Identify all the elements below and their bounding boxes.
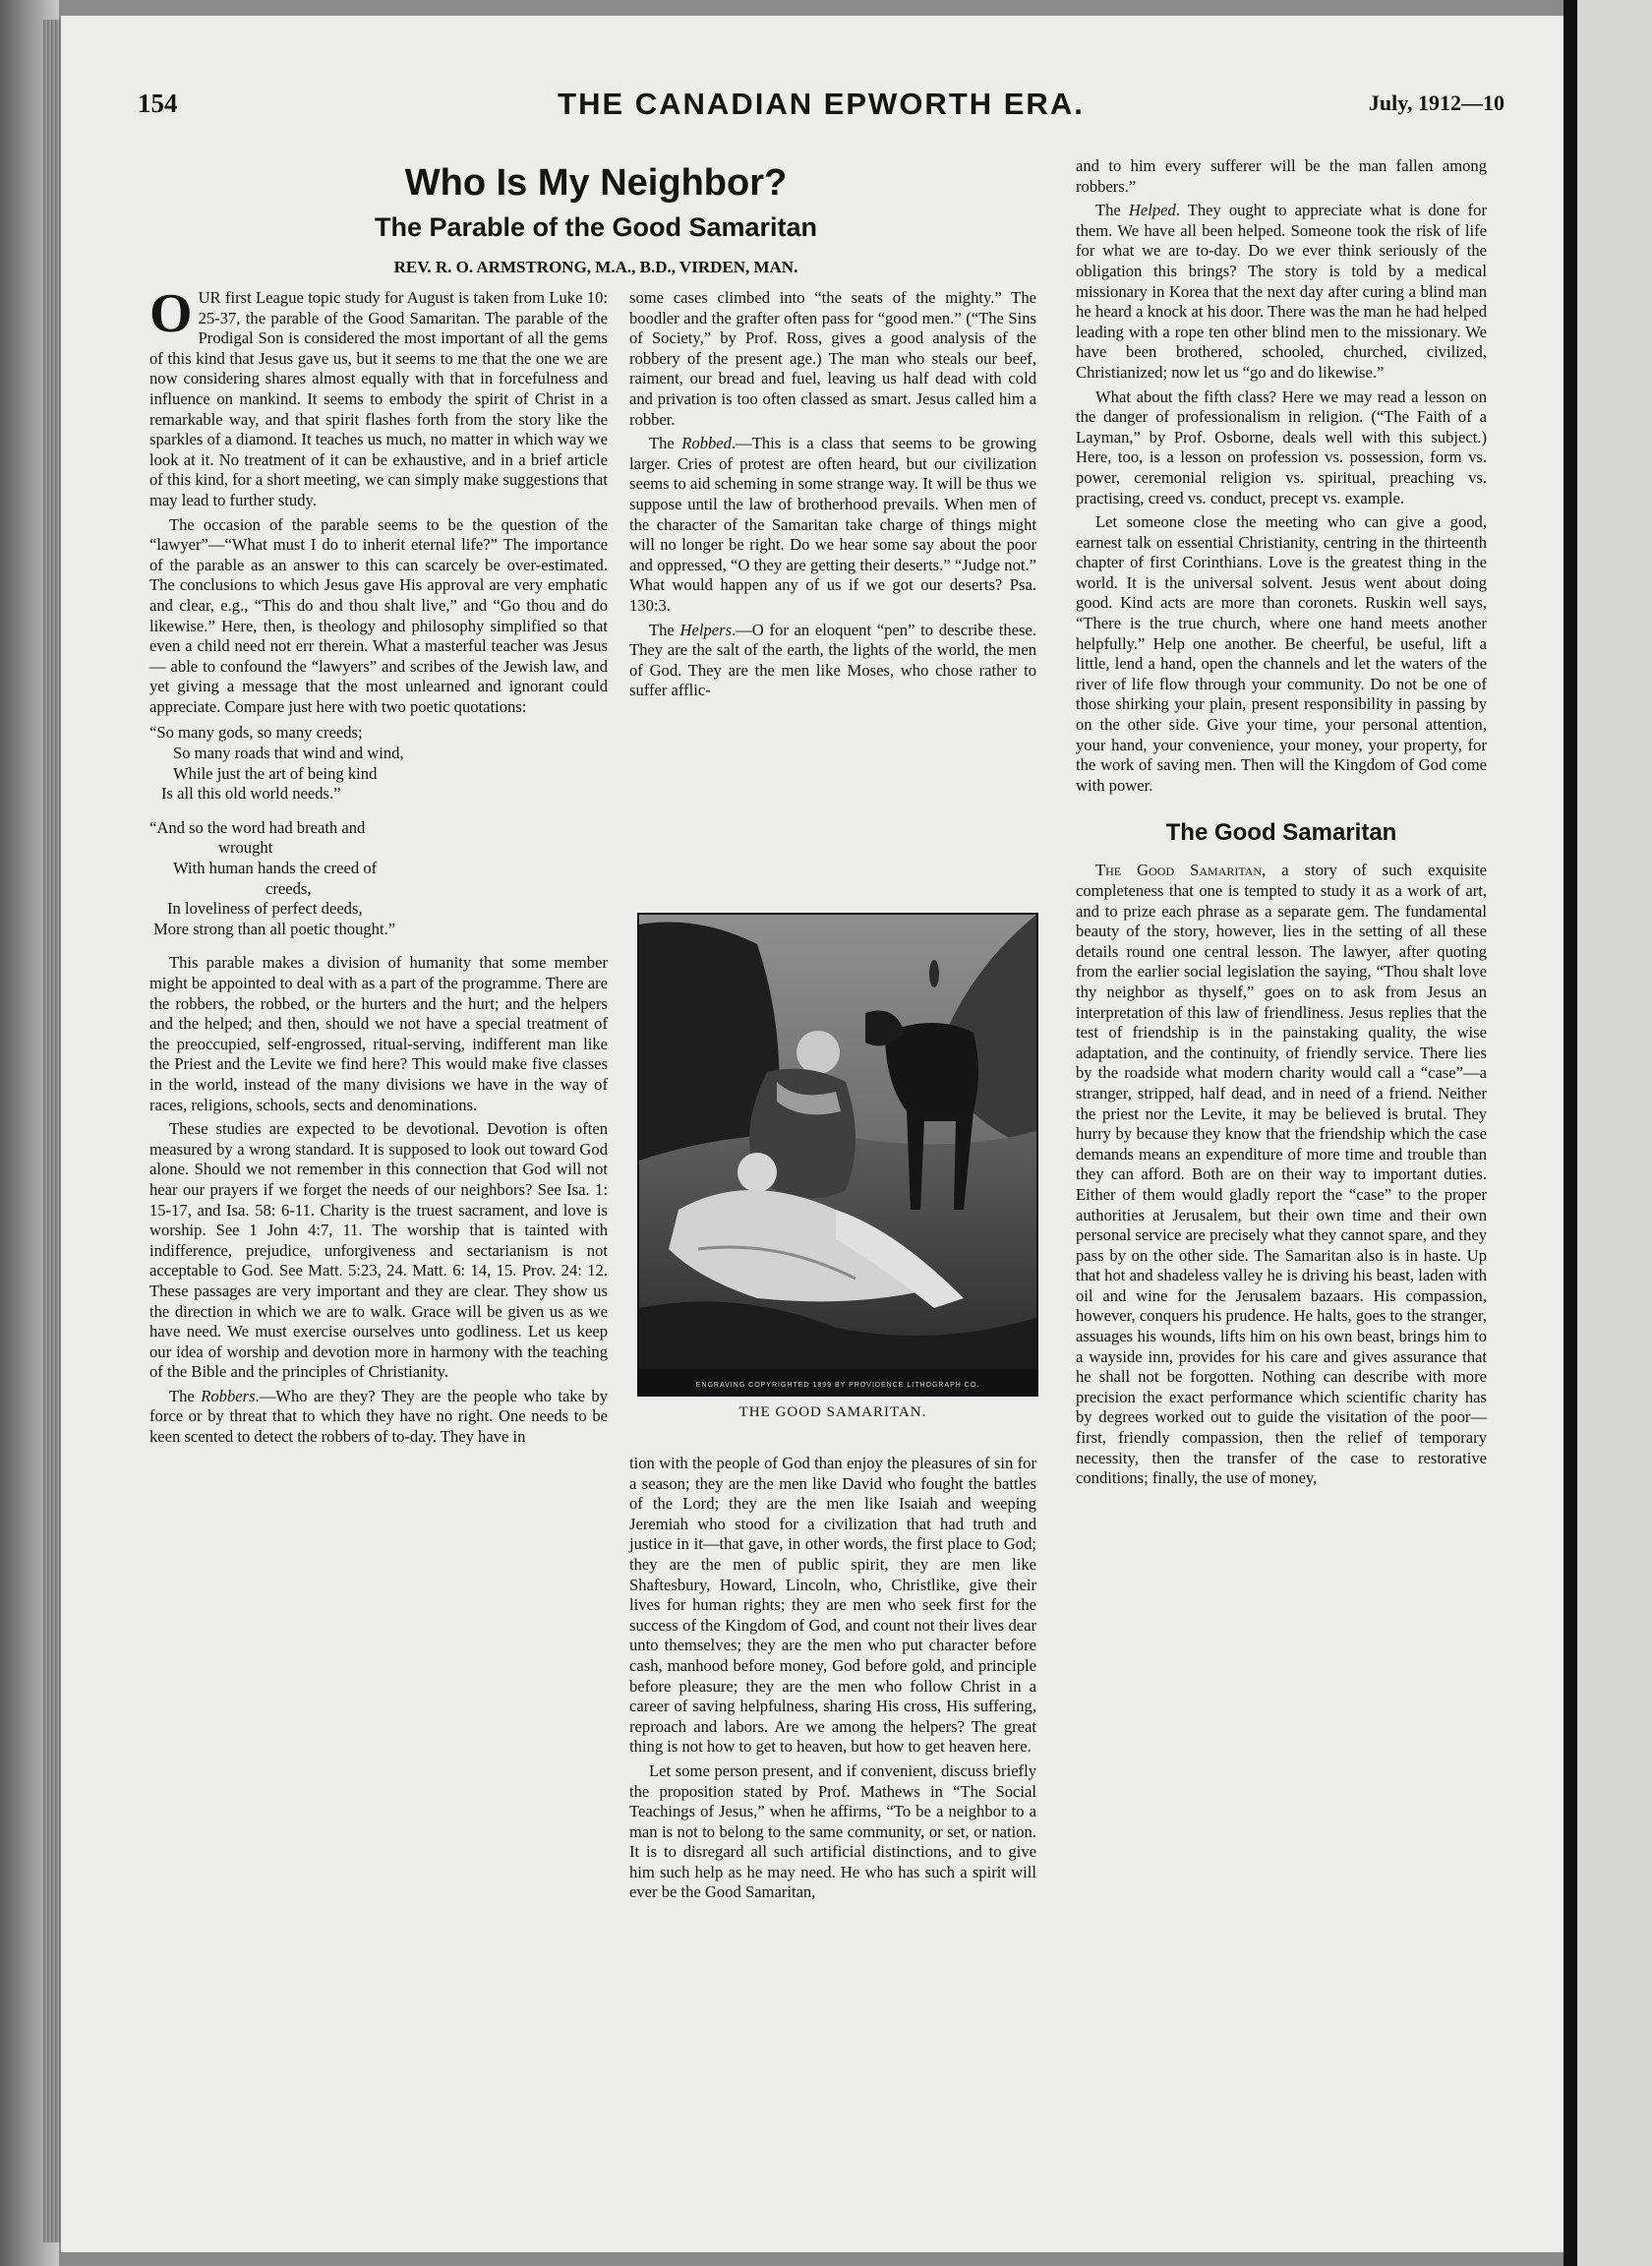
section-heading: The Good Samaritan [1165,819,1397,847]
paragraph: Let someone close the meeting who can give a good, earnest talk on essential Christianity, centring in the thirteenth chapter of first Corinthians. Love is the greatest thing in the world. It is the universal solvent. Jesus went about doing good. Kind acts are more than coronets. Ruskin well says, “There is the true church, where one hand meets another helpfully.” Help one another. Be cheerful, be useful, lift a little, lend a hand, open the channels and let the waters of the river of life flow through your community. Do not be one of those shirking your plain, present responsibility in passing by on the other side. Give your time, your personal attention, your hand, your convenience, your money, your property, for the work of saving men. Then will the Kingdom of God come with power. [1076,512,1487,795]
poem-quotation-1 [149,723,608,804]
poem-line: “So many gods, so many creeds; [149,723,363,743]
run-in-head: Robbed [681,434,732,453]
running-head [138,89,1504,128]
engraving-illustration [639,915,1036,1395]
poem-line: “And so the word had breath and [149,817,366,837]
paragraph: The Good Samaritan, a story of such exquisite completeness that one is tempted to study it as a work of art, and to prize each phrase as a separate gem. The fundamental beauty of the story, however, lies in the setting of all these details round one central lesson. The lawyer, after quoting from the earlier social legislation the saying, “Thou shalt love thy neighbor as thyself,” goes on to ask from Jesus an interpretation of this law of friendliness. Jesus replies that the test of friendship is in the painstaking quality, the wise adaptation, and the continuity, of friendly service. There lies by the roadside what modern charity would call a “case”—a stranger, stripped, half dead, and in need of a friend. Neither the priest nor the Levite, it may be believed is brutal. They hurry by because they know that the friendship which the case demands means an expenditure of more time and trouble than they can afford. Both are on their way to important duties. Either of them would gladly report the “case” to the proper authorities at Jerusalem, but their own time and their own personal service are precisely what they cannot spare, and they pass by on the other side. The Samaritan also is in haste. Up that hot and shadeless valley he is driving his beast, laden with oil and wine for the Jerusalem bazaars. His compassion, however, conquers his prudence. He halts, goes to the stranger, assuages his wounds, lifts him on his own beast, brings him to a wayside inn, provides for his care and gives assurance that he shall not be forgotten. Nothing can describe with more precision the exact performance which scientific charity has by degrees worked out to guide the visitation of the poor—first, friendly compassion, then the relief of temporary necessity, then the transfer of the case to restorative conditions; finally, the use of money, [1076,861,1488,1488]
poem-line: creeds, [266,878,312,898]
paragraph-robbed: The Robbed.—This is a class that seems to be growing larger. Cries of protest are often heard, but our civilization seems to aid scheming in some strange way. It will be thus we suppose until the law of brotherhood prevails. When men of the character of the Samaritan take charge of things might will no longer be right. Do we hear some say about the poor and oppressed, “O they are getting their deserts.” “Judge not.” What would happen any of us if we got our deserts? Psa. 130:3. [629,434,1036,615]
paragraph: and to him every sufferer will be the man fallen among robbers.” [1076,156,1487,196]
column-1 [149,283,608,1452]
paragraph: some cases climbed into “the seats of the mighty.” The boodler and the grafter often pass for “good men.” (“The Sins of Society,” by Prof. Ross, gives a good analysis of the robbery of the present age.) The man who steals our beef, raiment, our bread and fuel, leaving us half dead with cold and privation is too often classed as smart. Jesus called him a robber. [629,288,1036,429]
run-in-head: Helpers [679,620,733,639]
issue-date: July, 1912—10 [1368,90,1504,115]
paragraph: Let some person present, and if convenient, discuss briefly the proposition stated by Prof. Mathews in “The Social Teachings of Jesus,” when he affirms, “To be a neighbor to a man is not to belong to the same community, or set, or nation. It is to disregard all such artificial distinctions, and to give him such help as he may need. He who has such a spirit will ever be the Good Samaritan, [629,1760,1036,1902]
engraving-credit: ENGRAVING COPYRIGHTED 1899 BY PROVIDENCE LITHOGRAPH CO. [695,1382,980,1389]
paragraph: This parable makes a division of humanity that some member might be appointed to deal with as a part of the programme. There are the robbers, the robbed, or the hurters and the hurt; and the helpers and the helped; and then, should we not have a special treatment of the preoccupied, self-engrossed, ritual-serving, indifferent man like the Priest and the Levite we find here? This would make five classes in the world, instead of the many divisions we have in the way of races, religions, schools, sects and denominations. [149,953,608,1114]
page-number: 154 [138,89,178,118]
poem-line: wrought [218,838,273,858]
run-in-lead: The Good Samaritan [1095,861,1263,880]
article-title-block [149,160,1042,280]
paragraph-helpers: The Helpers.—O for an eloquent “pen” to describe these. They are the salt of the earth, the lights of the world, the men of God. They are the men like Moses, who chose rather to suffer afflic- [629,620,1036,700]
article-subtitle: The Parable of the Good Samaritan [374,212,818,242]
poem-line: More strong than all poetic thought.” [153,919,396,938]
paragraph: These studies are expected to be devotional. Devotion is often measured by a wrong standard. It is supposed to look out toward God alone. Should we not remember in this connection that God will not hear our prayers if we forget the needs of our neighbors? See Isa. 1: 15-17, and Isa. 58: 6-11. Charity is the truest sacrament, and love is worship. See 1 John 4:7, 11. The worship that is tainted with indifference, prejudice, unforgiveness and sectarianism is not acceptable to God. See Matt. 5:23, 24. Matt. 6: 14, 15. Prov. 24: 12. These passages are very important and they are clear. They show us the direction in which we are to walk. Grace will be given us as we have need. We must exercise ourselves unto godliness. Let us keep our idea of worship and devotion more in harmony with the teaching of the Bible and the principles of Christianity. [149,1119,608,1382]
paragraph-robbers: The Robbers.—Who are they? They are the people who take by force or by threat that to which they have no right. One needs to be keen scented to detect the robbers of to-day. They have in [149,1386,608,1447]
poem-line: While just the art of being kind [173,763,378,783]
paragraph: The occasion of the parable seems to be the question of the “lawyer”—“What must I do to inherit eternal life?” The importance of the parable as an answer to this can scarcely be over-estimated. The conclusions to which Jesus gave His approval are very emphatic and clear, e.g., “This do and thou shalt live,” and “Go thou and do likewise.” Here, then, is theology and philosophy simplified so that even a child need not err therein. What a masterful teacher was Jesus — able to confound the “lawyers” and scribes of the Jewish law, and yet giving a message that the most unlearned and ignorant could appreciate. Compare just here with two poetic quotations: [149,514,608,716]
column-2-bottom [629,1454,1036,1907]
poem-line: In loveliness of perfect deeds, [167,899,363,919]
article-byline: REV. R. O. ARMSTRONG, M.A., B.D., VIRDEN, MAN. [393,258,798,276]
poem-line: Is all this old world needs.” [161,784,341,804]
article-title: Who Is My Neighbor? [404,162,788,204]
run-in-head: Helped [1128,201,1176,220]
next-page-sliver [1577,0,1652,2266]
column-2-top [629,288,1036,705]
figure-caption: THE GOOD SAMARITAN. [738,1404,927,1420]
column-3 [1076,156,1487,1493]
drop-cap: O [149,283,193,344]
poem-line: So many roads that wind and wind, [173,744,404,763]
good-samaritan-engraving [637,913,1038,1397]
poem-quotation-2 [149,818,608,940]
paragraph-intro: OUR first League topic study for August is taken from Luke 10: 25-37, the parable of the Good Samaritan. The parable of the Prodigal Son is considered the most important of all the gems of this kind that Jesus gave us, but it seems to me that the one we are now considering shares almost equally with that in forcefulness and influence on mankind. It seems to embody the spirit of Christ in a remarkable way, and that spirit flashes forth from the story like the sparkles of a diamond. It teaches us much, no matter in which way we look at it. No treatment of it can be exhaustive, and in a brief article of this kind, for a short meeting, we can simply make suggestions that may lead to further study. [149,283,608,509]
paragraph: tion with the people of God than enjoy the pleasures of sin for a season; they are the men like David who fought the battles of the Lord; they are the men like Isaiah and weeping Jeremiah who stood for a civilization that had truth and justice in it—that gave, in other words, the first place to God; they are the men of public spirit, they are men like Shaftesbury, Howard, Lincoln, who, Christlike, give their lives for human rights; they are men who seek first for the success of the Kingdom of God, and count not their lives dear unto themselves; they are the men who put character before cash, manhood before money, God before gold, and principle before pleasure; they are the men who follow Christ in a career of saving helpfulness, sharing His cross, His suffering, reproach and labors. Are we among the helpers? The great thing is not how to get to heaven, but how to get heaven here. [629,1454,1036,1757]
book-gutter [1564,0,1577,2266]
paragraph: What about the fifth class? Here we may read a lesson on the danger of professionalism in religion. (“The Faith of a Layman,” by Prof. Osborne, deals well with this subject.) Here, too, is a lesson on profession vs. possession, form vs. power, ceremonial religion vs. spiritual, preaching vs. practising, creed vs. conduct, precept vs. example. [1076,387,1487,507]
run-in-head: Robbers [201,1386,256,1405]
publication-title: THE CANADIAN EPWORTH ERA. [558,87,1085,121]
paragraph-helped: The Helped. They ought to appreciate what is done for them. We have all been helped. Someone took the risk of life for what we are to-day. Do we ever think seriously of the obligation this brings? The story is told by a medical missionary in Korea that the next day after curing a blind man he heard a knock at his door. There was the man he had helped leading with a rope ten other blind men to the missionary. We have been brothered, schooled, churched, civilized, Christianized; now let us “go and do likewise.” [1076,201,1487,382]
poem-line: With human hands the creed of [173,859,378,878]
